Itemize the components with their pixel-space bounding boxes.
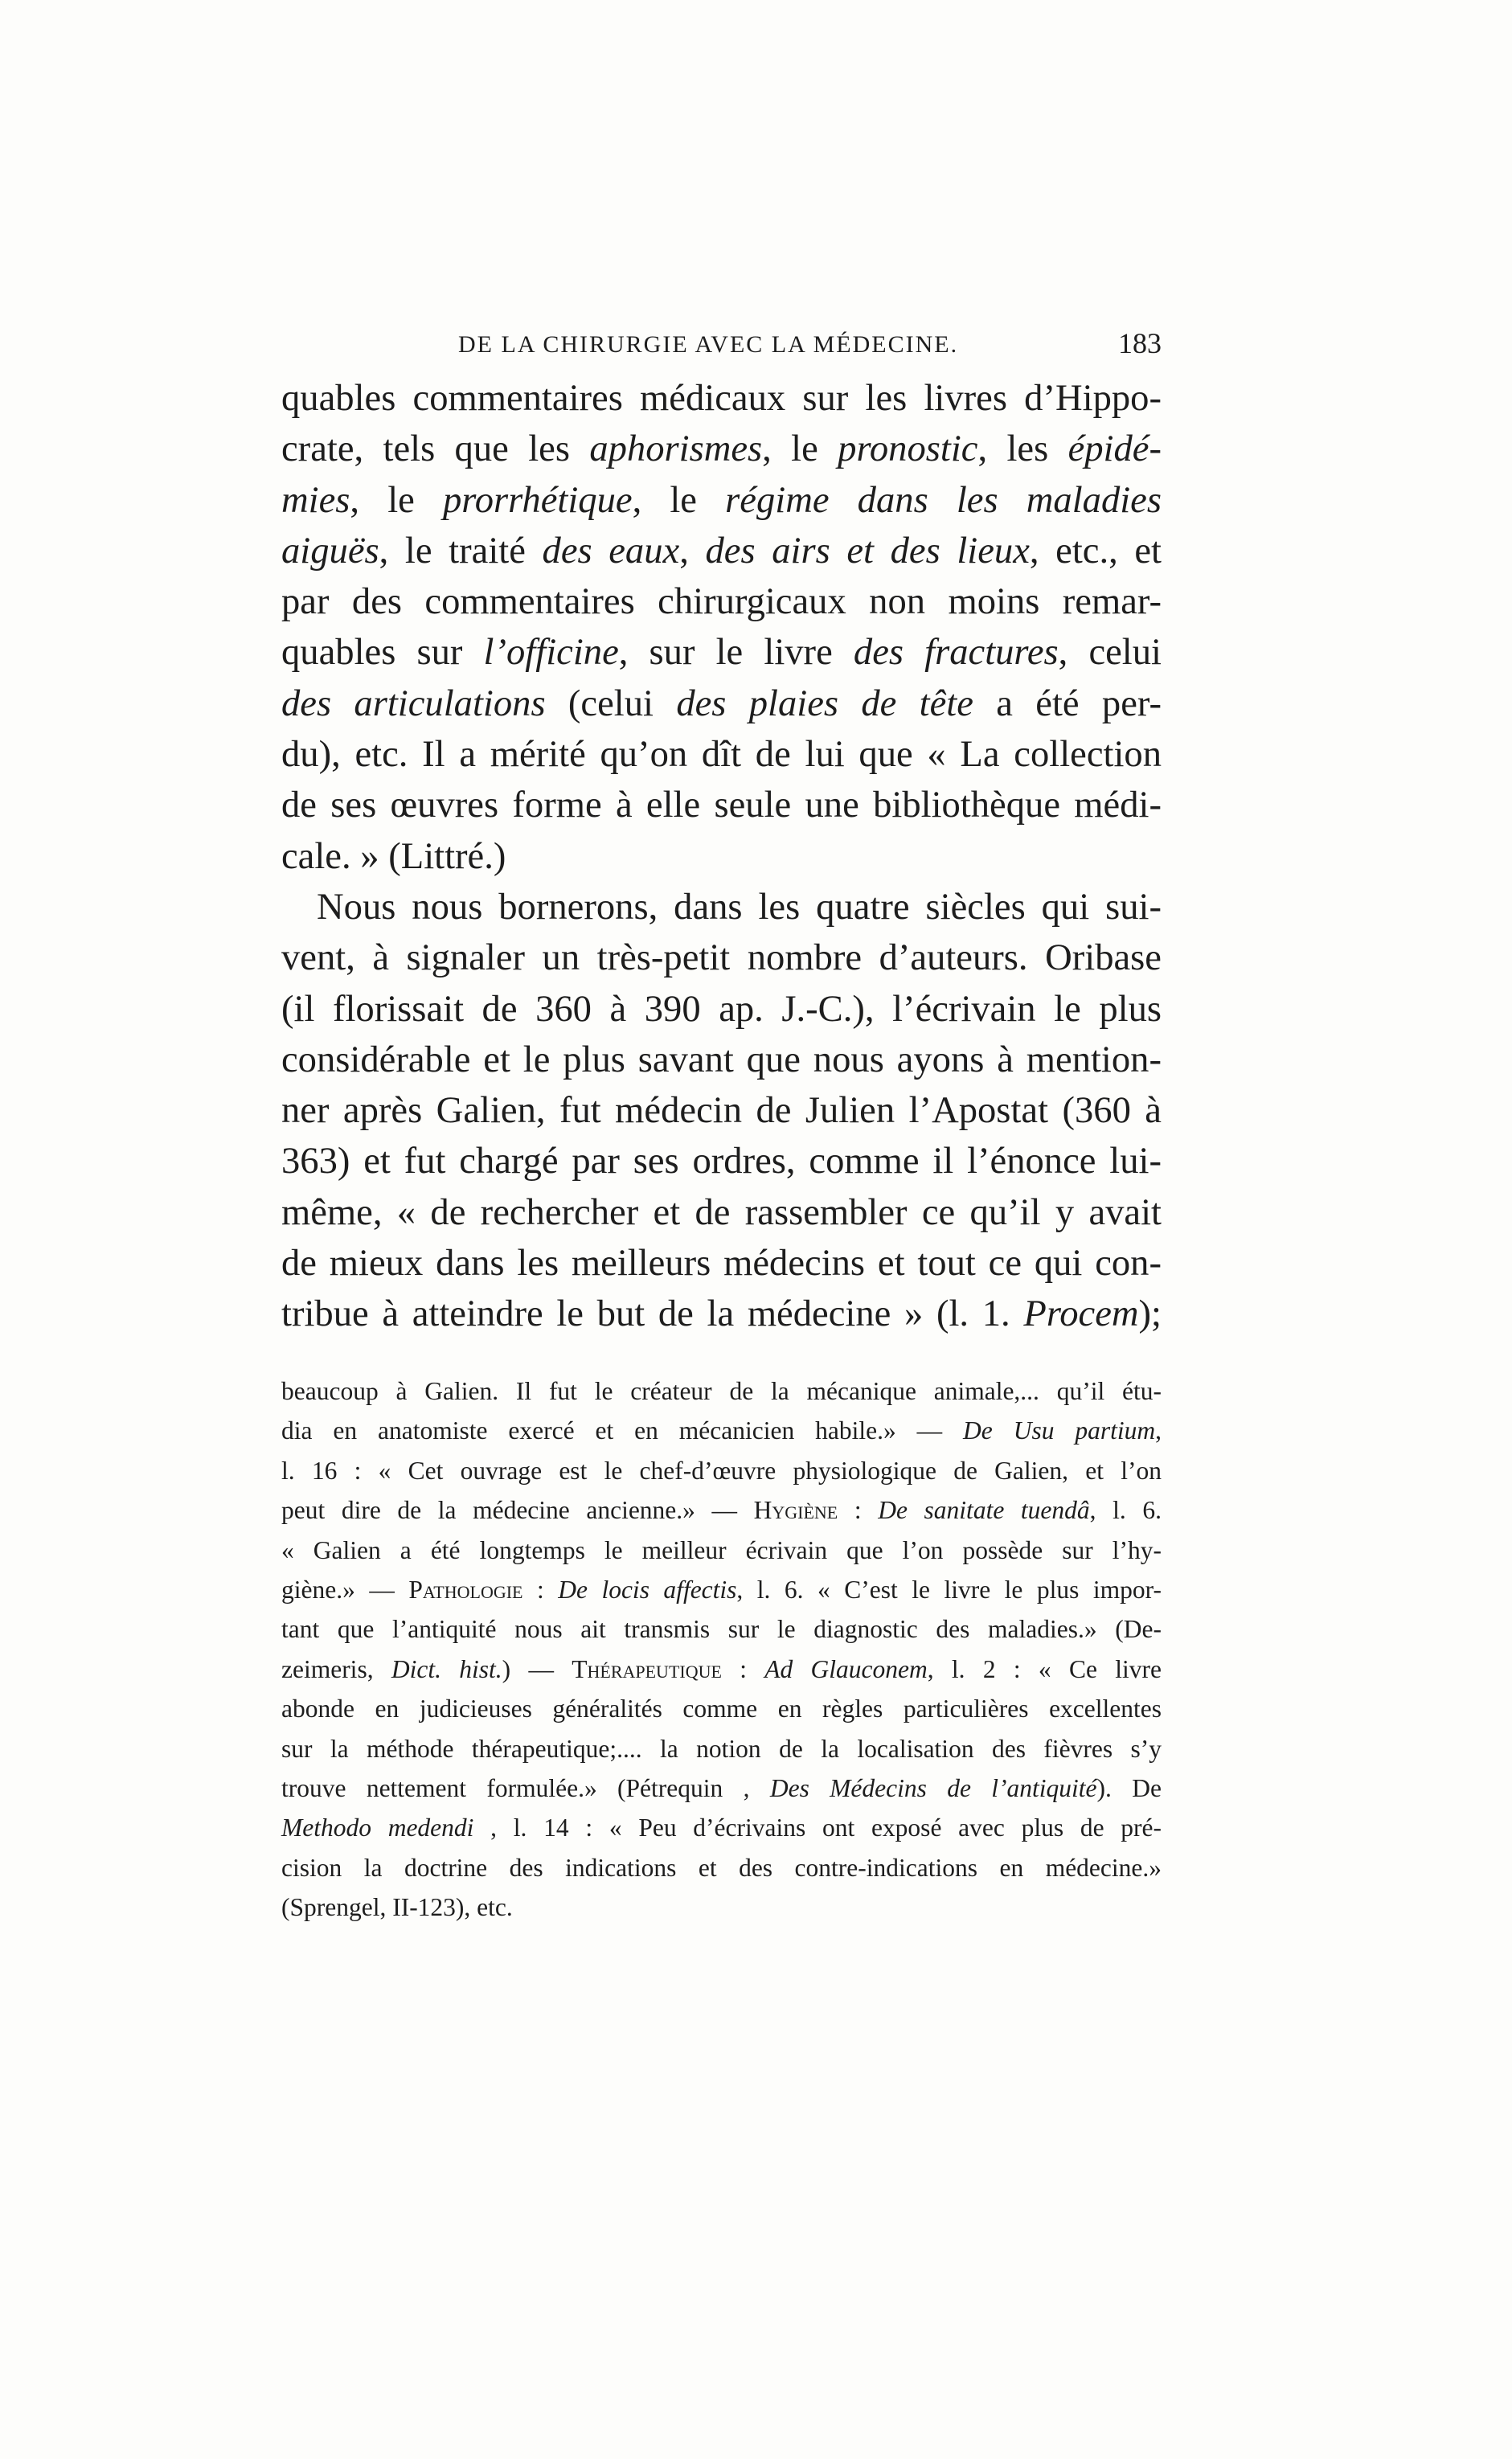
text-line: (il florissait de 360 à 390 ap. J.-C.), l’écrivain le plus bbox=[281, 987, 1162, 1030]
text-line: vent, à signaler un très-petit nombre d’auteurs. Oribase bbox=[281, 936, 1162, 979]
text-line: tant que l’antiquité nous ait transmis sur le diagnostic des maladies.» (De- bbox=[281, 1615, 1162, 1644]
text-line: quables commentaires médicaux sur les livres d’Hippo- bbox=[281, 377, 1162, 419]
main-text bbox=[281, 373, 1162, 1340]
text-line: par des commentaires chirurgicaux non moins remar- bbox=[281, 580, 1162, 623]
running-title: DE LA CHIRURGIE AVEC LA MÉDECINE. bbox=[458, 331, 959, 358]
paragraph-2 bbox=[281, 882, 1162, 1340]
text-line: 363) et fut chargé par ses ordres, comme il l’énonce lui- bbox=[281, 1140, 1162, 1182]
text-line: l. 16 : « Cet ouvrage est le chef-d’œuvre physiologique de Galien, et l’on bbox=[281, 1456, 1162, 1485]
text-line: cale. » (Littré.) bbox=[281, 834, 506, 877]
text-line: beaucoup à Galien. Il fut le créateur de la mécanique animale,... qu’il étu- bbox=[281, 1377, 1162, 1405]
text-line: trouve nettement formulée.» (Pétrequin , Des Médecins de l’antiquité). De bbox=[281, 1774, 1162, 1803]
text-line: (Sprengel, II-123), etc. bbox=[281, 1893, 513, 1922]
text-line: cision la doctrine des indications et des contre-indications en médecine.» bbox=[281, 1853, 1162, 1882]
text-line: aiguës, le traité des eaux, des airs et des lieux, etc., et bbox=[281, 529, 1162, 572]
text-line: de mieux dans les meilleurs médecins et tout ce qui con- bbox=[281, 1242, 1162, 1285]
text-line: sur la méthode thérapeutique;.... la notion de la localisation des fièvres s’y bbox=[281, 1734, 1162, 1763]
text-line: du), etc. Il a mérité qu’on dît de lui que « La collection bbox=[281, 733, 1162, 776]
text-line: mies, le prorrhétique, le régime dans les maladies bbox=[281, 478, 1162, 521]
text-line: même, « de rechercher et de rassembler ce qu’il y avait bbox=[281, 1191, 1162, 1233]
text-line: giène.» — Pathologie : De locis affectis, l. 6. « C’est le livre le plus impor- bbox=[281, 1576, 1162, 1604]
text-line: zeimeris, Dict. hist.) — Thérapeutique : Ad Glauconem, l. 2 : « Ce livre bbox=[281, 1654, 1162, 1683]
text-line: Methodo medendi , l. 14 : « Peu d’écrivains ont exposé avec plus de pré- bbox=[281, 1814, 1162, 1842]
page-header bbox=[281, 327, 1162, 371]
text-line: ner après Galien, fut médecin de Julien l’Apostat (360 à bbox=[281, 1089, 1162, 1132]
text-line: des articulations (celui des plaies de tête a été per- bbox=[281, 682, 1162, 724]
text-line: quables sur l’officine, sur le livre des fractures, celui bbox=[281, 631, 1162, 674]
text-line: considérable et le plus savant que nous ayons à mention- bbox=[281, 1038, 1162, 1080]
text-line: « Galien a été longtemps le meilleur écrivain que l’on possède sur l’hy- bbox=[281, 1535, 1162, 1564]
text-line: crate, tels que les aphorismes, le pronostic, les épidé- bbox=[281, 428, 1162, 470]
text-line: dia en anatomiste exercé et en mécanicien habile.» — De Usu partium, bbox=[281, 1416, 1162, 1445]
text-line: abonde en judicieuses généralités comme en règles particulières excellentes bbox=[281, 1695, 1162, 1723]
paragraph-1 bbox=[281, 373, 1162, 882]
text-line: peut dire de la médecine ancienne.» — Hygiène : De sanitate tuendâ, l. 6. bbox=[281, 1496, 1162, 1525]
text-line: tribue à atteindre le but de la médecine » (l. 1. Procem); bbox=[281, 1293, 1162, 1335]
footnote bbox=[281, 1371, 1162, 1928]
text-line: Nous nous bornerons, dans les quatre siècles qui sui- bbox=[317, 885, 1162, 928]
page-number: 183 bbox=[1118, 327, 1162, 359]
text-line: de ses œuvres forme à elle seule une bibliothèque médi- bbox=[281, 784, 1162, 826]
